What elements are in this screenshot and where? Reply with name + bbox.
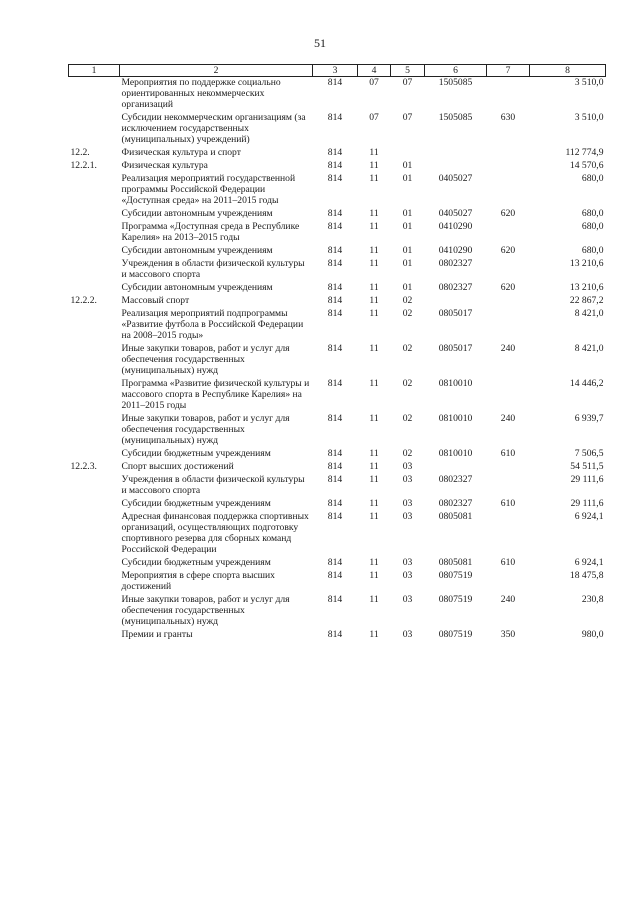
row-ministry-code: 814 bbox=[327, 448, 343, 459]
column-header: 7 bbox=[487, 65, 530, 77]
row-amount: 8 421,0 bbox=[574, 343, 604, 354]
row-amount: 7 506,5 bbox=[574, 448, 604, 459]
row-ministry-code: 814 bbox=[327, 498, 343, 509]
row-amount: 18 475,8 bbox=[569, 570, 604, 581]
row-target-article: 0405027 bbox=[438, 208, 473, 219]
row-expense-type bbox=[487, 295, 530, 308]
row-target-article: 0805017 bbox=[438, 343, 473, 354]
row-expense-type: 620 bbox=[500, 282, 516, 293]
row-code bbox=[69, 77, 120, 113]
row-ministry-code: 814 bbox=[327, 221, 343, 232]
table-row bbox=[69, 258, 606, 282]
row-target-article bbox=[425, 461, 487, 474]
table-row bbox=[69, 378, 606, 413]
row-name: Учреждения в области физической культуры и массового спорта bbox=[121, 474, 305, 496]
row-ministry-code: 814 bbox=[327, 295, 343, 306]
row-name: Спорт высших достижений bbox=[121, 461, 234, 472]
column-header: 1 bbox=[69, 65, 120, 77]
row-section: 11 bbox=[369, 570, 379, 581]
row-ministry-code: 814 bbox=[327, 173, 343, 184]
row-expense-type: 610 bbox=[500, 448, 516, 459]
row-expense-type: 610 bbox=[500, 498, 516, 509]
column-header: 5 bbox=[391, 65, 425, 77]
table-row bbox=[69, 511, 606, 557]
row-code bbox=[69, 594, 120, 629]
row-ministry-code: 814 bbox=[327, 557, 343, 568]
row-amount: 6 924,1 bbox=[574, 511, 604, 522]
row-ministry-code: 814 bbox=[327, 112, 343, 123]
row-ministry-code: 814 bbox=[327, 461, 343, 472]
table-row bbox=[69, 594, 606, 629]
row-ministry-code: 814 bbox=[327, 147, 343, 158]
row-section: 11 bbox=[369, 221, 379, 232]
row-subsection: 03 bbox=[402, 511, 413, 522]
row-name: Субсидии бюджетным учреждениям bbox=[121, 498, 271, 509]
row-section: 11 bbox=[369, 173, 379, 184]
row-subsection: 01 bbox=[402, 173, 413, 184]
row-name: Иные закупки товаров, работ и услуг для обеспечения государственных (муниципальных) нужд bbox=[121, 413, 290, 446]
row-amount: 54 511,5 bbox=[570, 461, 604, 472]
row-name: Иные закупки товаров, работ и услуг для обеспечения государственных (муниципальных) нужд bbox=[121, 594, 290, 627]
table-row bbox=[69, 308, 606, 343]
row-name: Мероприятия по поддержке социально ориентированных некоммерческих организаций bbox=[121, 77, 281, 110]
row-subsection: 01 bbox=[402, 282, 413, 293]
row-target-article: 0807519 bbox=[438, 570, 473, 581]
row-amount: 8 421,0 bbox=[574, 308, 604, 319]
row-name: Адресная финансовая поддержка спортивных организаций, осуществляющих подготовку спортивного резерва для сборных команд Российской Федерации bbox=[121, 511, 309, 555]
row-target-article: 0802327 bbox=[438, 258, 473, 269]
row-expense-type: 350 bbox=[500, 629, 516, 640]
table-row bbox=[69, 343, 606, 378]
table-row bbox=[69, 295, 606, 308]
row-expense-type: 620 bbox=[500, 208, 516, 219]
table-body bbox=[69, 77, 606, 643]
row-name: Физическая культура bbox=[121, 160, 208, 171]
row-amount: 6 924,1 bbox=[574, 557, 604, 568]
table-row bbox=[69, 461, 606, 474]
row-section: 11 bbox=[369, 557, 379, 568]
row-target-article: 1505085 bbox=[438, 112, 473, 123]
row-code bbox=[69, 258, 120, 282]
row-target-article bbox=[425, 160, 487, 173]
row-ministry-code: 814 bbox=[327, 208, 343, 219]
row-subsection: 03 bbox=[402, 594, 413, 605]
row-expense-type: 610 bbox=[500, 557, 516, 568]
row-name: Реализация мероприятий подпрограммы «Развитие футбола в Российской Федерации на 2008–2015 годы» bbox=[121, 308, 304, 341]
table-row bbox=[69, 245, 606, 258]
row-section: 11 bbox=[369, 594, 379, 605]
row-section: 11 bbox=[369, 282, 379, 293]
row-target-article: 0807519 bbox=[438, 594, 473, 605]
row-code bbox=[69, 378, 120, 413]
row-section: 11 bbox=[369, 147, 379, 158]
row-subsection: 03 bbox=[402, 474, 413, 485]
column-header: 4 bbox=[358, 65, 391, 77]
row-ministry-code: 814 bbox=[327, 282, 343, 293]
row-code bbox=[69, 570, 120, 594]
row-subsection: 01 bbox=[402, 221, 413, 232]
row-code: 12.2.2. bbox=[70, 295, 97, 306]
budget-table bbox=[68, 64, 606, 642]
row-ministry-code: 814 bbox=[327, 160, 343, 171]
row-expense-type: 620 bbox=[500, 245, 516, 256]
row-section: 07 bbox=[369, 77, 379, 88]
row-expense-type bbox=[487, 378, 530, 413]
row-amount: 980,0 bbox=[581, 629, 604, 640]
row-ministry-code: 814 bbox=[327, 308, 343, 319]
row-code bbox=[69, 629, 120, 642]
row-ministry-code: 814 bbox=[327, 258, 343, 269]
row-subsection: 03 bbox=[402, 461, 413, 472]
row-code bbox=[69, 343, 120, 378]
row-expense-type: 240 bbox=[500, 343, 516, 354]
header-row bbox=[69, 65, 606, 77]
column-header: 6 bbox=[425, 65, 487, 77]
row-ministry-code: 814 bbox=[327, 511, 343, 522]
row-expense-type: 240 bbox=[500, 594, 516, 605]
row-section: 11 bbox=[369, 511, 379, 522]
row-subsection: 01 bbox=[402, 245, 413, 256]
row-amount: 3 510,0 bbox=[574, 77, 604, 88]
row-section: 11 bbox=[369, 448, 379, 459]
table-row bbox=[69, 474, 606, 498]
row-code: 12.2. bbox=[70, 147, 90, 158]
row-target-article: 0802327 bbox=[438, 282, 473, 293]
row-subsection: 07 bbox=[402, 77, 413, 88]
row-ministry-code: 814 bbox=[327, 629, 343, 640]
row-expense-type bbox=[487, 147, 530, 160]
row-expense-type bbox=[487, 77, 530, 113]
row-amount: 13 210,6 bbox=[569, 258, 604, 269]
row-expense-type bbox=[487, 173, 530, 208]
row-subsection: 01 bbox=[402, 258, 413, 269]
row-name: Субсидии автономным учреждениям bbox=[121, 208, 273, 219]
row-amount: 680,0 bbox=[581, 245, 604, 256]
row-amount: 112 774,9 bbox=[565, 147, 604, 158]
row-code bbox=[69, 498, 120, 511]
row-expense-type bbox=[487, 258, 530, 282]
row-subsection: 07 bbox=[402, 112, 413, 123]
row-subsection: 02 bbox=[402, 413, 413, 424]
row-amount: 230,8 bbox=[581, 594, 604, 605]
table-row bbox=[69, 282, 606, 295]
row-target-article: 0810010 bbox=[438, 413, 473, 424]
table-row bbox=[69, 629, 606, 642]
row-ministry-code: 814 bbox=[327, 594, 343, 605]
row-section: 11 bbox=[369, 160, 379, 171]
table-row bbox=[69, 557, 606, 570]
row-name: Программа «Доступная среда в Республике Карелия» на 2013–2015 годы bbox=[121, 221, 300, 243]
row-code bbox=[69, 112, 120, 147]
row-name: Массовый спорт bbox=[121, 295, 190, 306]
row-name: Субсидии бюджетным учреждениям bbox=[121, 557, 271, 568]
column-header: 8 bbox=[530, 65, 606, 77]
row-code bbox=[69, 221, 120, 245]
row-name: Программа «Развитие физической культуры и массового спорта в Республике Карелия» на 2011–2015 годы bbox=[121, 378, 310, 411]
column-header: 3 bbox=[313, 65, 358, 77]
row-amount: 29 111,6 bbox=[570, 474, 604, 485]
row-name: Реализация мероприятий государственной программы Российской Федерации «Доступная среда» на 2011–2015 годы bbox=[121, 173, 296, 206]
row-target-article: 0810010 bbox=[438, 378, 473, 389]
row-target-article: 0410290 bbox=[438, 245, 473, 256]
row-expense-type: 240 bbox=[500, 413, 516, 424]
row-ministry-code: 814 bbox=[327, 343, 343, 354]
row-target-article bbox=[425, 295, 487, 308]
row-code bbox=[69, 245, 120, 258]
row-amount: 680,0 bbox=[581, 221, 604, 232]
row-expense-type bbox=[487, 308, 530, 343]
table-row bbox=[69, 173, 606, 208]
row-code: 12.2.3. bbox=[70, 461, 97, 472]
table-row bbox=[69, 498, 606, 511]
row-code: 12.2.1. bbox=[70, 160, 97, 171]
row-expense-type bbox=[487, 511, 530, 557]
row-section: 11 bbox=[369, 498, 379, 509]
table-row bbox=[69, 77, 606, 113]
row-ministry-code: 814 bbox=[327, 245, 343, 256]
row-target-article: 0802327 bbox=[438, 498, 473, 509]
row-code bbox=[69, 282, 120, 295]
row-section: 11 bbox=[369, 295, 379, 306]
row-name: Премии и гранты bbox=[121, 629, 193, 640]
table-row bbox=[69, 112, 606, 147]
row-expense-type bbox=[487, 474, 530, 498]
table-row bbox=[69, 147, 606, 160]
row-amount: 680,0 bbox=[581, 208, 604, 219]
row-name: Учреждения в области физической культуры и массового спорта bbox=[121, 258, 305, 280]
row-amount: 3 510,0 bbox=[574, 112, 604, 123]
row-expense-type bbox=[487, 570, 530, 594]
row-target-article bbox=[425, 147, 487, 160]
row-subsection: 03 bbox=[402, 629, 413, 640]
table-row bbox=[69, 208, 606, 221]
row-subsection: 01 bbox=[402, 160, 413, 171]
row-code bbox=[69, 208, 120, 221]
row-subsection: 02 bbox=[402, 448, 413, 459]
row-subsection: 03 bbox=[402, 570, 413, 581]
row-name: Субсидии некоммерческим организациям (за исключением государственных (муниципальных) учреждений) bbox=[121, 112, 306, 145]
table-row bbox=[69, 160, 606, 173]
row-amount: 29 111,6 bbox=[570, 498, 604, 509]
row-subsection: 03 bbox=[402, 557, 413, 568]
row-expense-type bbox=[487, 461, 530, 474]
row-ministry-code: 814 bbox=[327, 378, 343, 389]
row-section: 11 bbox=[369, 474, 379, 485]
page-number: 51 bbox=[314, 36, 326, 50]
row-amount: 6 939,7 bbox=[574, 413, 604, 424]
row-code bbox=[69, 173, 120, 208]
row-target-article: 0410290 bbox=[438, 221, 473, 232]
row-subsection: 03 bbox=[402, 498, 413, 509]
row-name: Иные закупки товаров, работ и услуг для обеспечения государственных (муниципальных) нужд bbox=[121, 343, 290, 376]
row-amount: 13 210,6 bbox=[569, 282, 604, 293]
row-section: 11 bbox=[369, 378, 379, 389]
row-amount: 14 446,2 bbox=[569, 378, 604, 389]
row-subsection bbox=[391, 147, 425, 160]
row-name: Физическая культура и спорт bbox=[121, 147, 241, 158]
row-subsection: 02 bbox=[402, 295, 413, 306]
row-section: 11 bbox=[369, 413, 379, 424]
row-amount: 14 570,6 bbox=[569, 160, 604, 171]
row-name: Субсидии автономным учреждениям bbox=[121, 282, 273, 293]
table-row bbox=[69, 221, 606, 245]
row-target-article: 0805081 bbox=[438, 511, 473, 522]
row-code bbox=[69, 511, 120, 557]
row-target-article: 0807519 bbox=[438, 629, 473, 640]
row-section: 11 bbox=[369, 245, 379, 256]
row-ministry-code: 814 bbox=[327, 413, 343, 424]
row-expense-type bbox=[487, 221, 530, 245]
table-header bbox=[69, 65, 606, 77]
row-expense-type bbox=[487, 160, 530, 173]
row-ministry-code: 814 bbox=[327, 77, 343, 88]
row-subsection: 02 bbox=[402, 378, 413, 389]
row-section: 11 bbox=[369, 629, 379, 640]
row-target-article: 0810010 bbox=[438, 448, 473, 459]
row-amount: 680,0 bbox=[581, 173, 604, 184]
row-subsection: 01 bbox=[402, 208, 413, 219]
row-section: 11 bbox=[369, 208, 379, 219]
row-name: Субсидии бюджетным учреждениям bbox=[121, 448, 271, 459]
table-row bbox=[69, 413, 606, 448]
row-code bbox=[69, 308, 120, 343]
row-section: 11 bbox=[369, 461, 379, 472]
row-subsection: 02 bbox=[402, 343, 413, 354]
row-name: Субсидии автономным учреждениям bbox=[121, 245, 273, 256]
column-header: 2 bbox=[120, 65, 313, 77]
row-name: Мероприятия в сфере спорта высших достижений bbox=[121, 570, 275, 592]
row-code bbox=[69, 448, 120, 461]
row-subsection: 02 bbox=[402, 308, 413, 319]
row-amount: 22 867,2 bbox=[569, 295, 604, 306]
table-row bbox=[69, 448, 606, 461]
row-target-article: 0802327 bbox=[438, 474, 473, 485]
row-code bbox=[69, 474, 120, 498]
row-section: 11 bbox=[369, 308, 379, 319]
row-section: 07 bbox=[369, 112, 379, 123]
row-section: 11 bbox=[369, 258, 379, 269]
row-target-article: 0805081 bbox=[438, 557, 473, 568]
row-ministry-code: 814 bbox=[327, 474, 343, 485]
row-expense-type: 630 bbox=[500, 112, 516, 123]
row-target-article: 0405027 bbox=[438, 173, 473, 184]
row-target-article: 0805017 bbox=[438, 308, 473, 319]
row-code bbox=[69, 557, 120, 570]
table-row bbox=[69, 570, 606, 594]
row-code bbox=[69, 413, 120, 448]
row-section: 11 bbox=[369, 343, 379, 354]
row-ministry-code: 814 bbox=[327, 570, 343, 581]
row-target-article: 1505085 bbox=[438, 77, 473, 88]
